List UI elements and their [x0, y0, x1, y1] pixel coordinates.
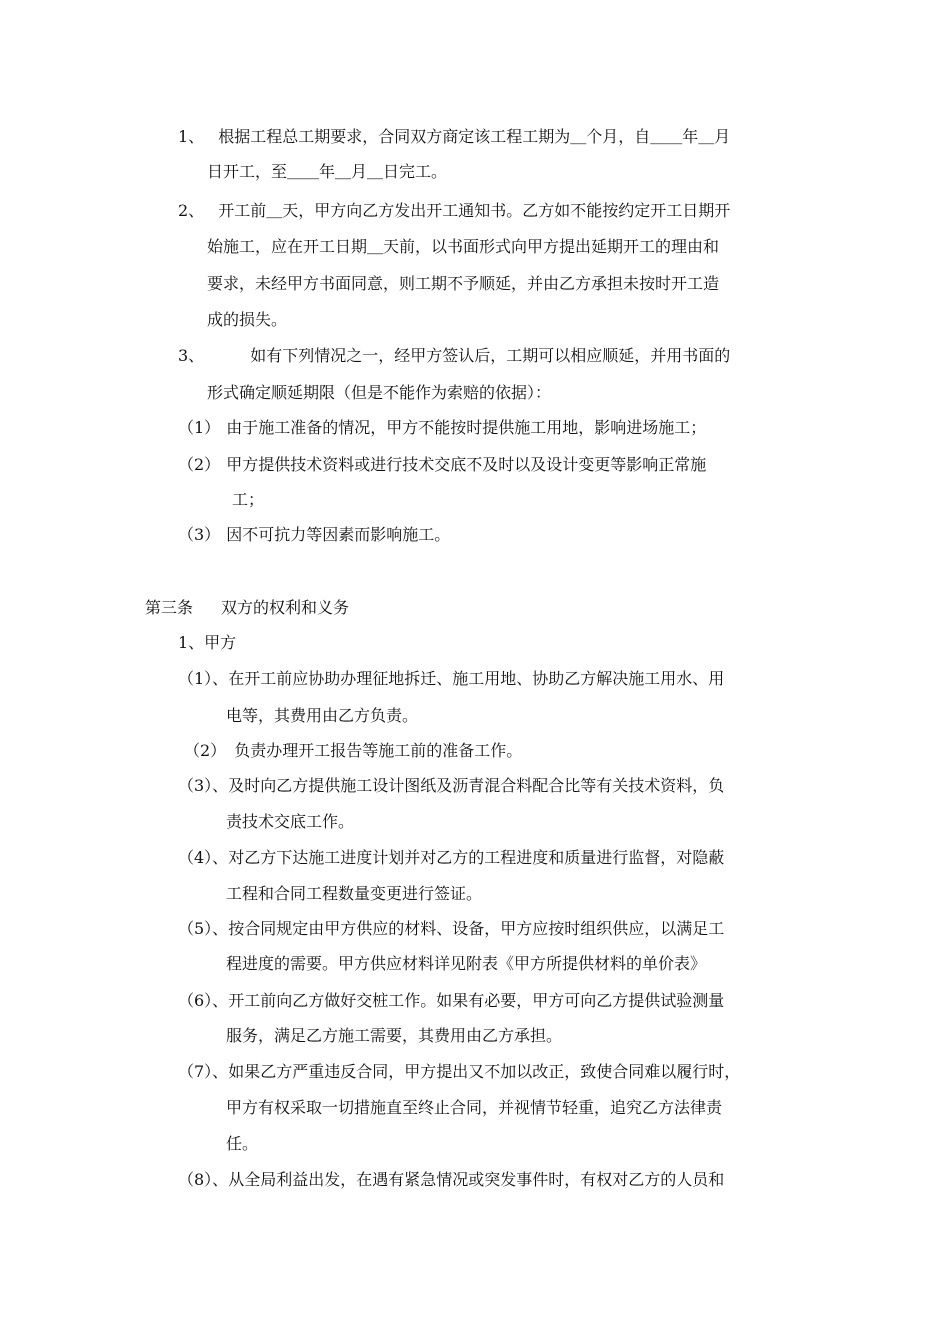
a-item7-line3: 任。: [226, 1134, 259, 1153]
item-number: （5）、: [178, 919, 229, 938]
item-text: 负责办理开工报告等施工前的准备工作。: [234, 741, 523, 760]
item-number: （1）、: [178, 669, 229, 688]
a-item2-line1: [184, 740, 522, 762]
item-text: 在开工前应协助办理征地拆迁、施工用地、协助乙方解决施工用水、用: [228, 669, 725, 688]
item-text: 从全局利益出发，在遇有紧急情况或突发事件时，有权对乙方的人员和: [228, 1170, 725, 1189]
item-text: 开工前＿天，甲方向乙方发出开工通知书。乙方如不能按约定开工日期开: [218, 201, 731, 220]
sub-text: 甲方提供技术资料或进行技术交底不及时以及设计变更等影响正常施: [226, 455, 707, 474]
item-number: 2、: [178, 201, 205, 220]
item2-line2: 始施工，应在开工日期＿天前，以书面形式向甲方提出延期开工的理由和: [207, 237, 720, 256]
party-a-heading: 1、甲方: [178, 633, 237, 652]
item-number: （4）、: [178, 848, 229, 867]
item1-line1: [178, 126, 730, 148]
sub-number: （3）: [178, 525, 221, 544]
clause-number: 第三条: [145, 598, 194, 617]
a-item1-line2: 电等，其费用由乙方负责。: [226, 706, 419, 725]
a-item7-line1: [178, 1061, 740, 1083]
clause-title: 双方的权利和义务: [221, 598, 350, 617]
item3-line1: [178, 345, 730, 367]
item3-line2: 形式确定顺延期限（但是不能作为索赔的依据）：: [207, 383, 552, 402]
sub3-line1: [178, 524, 450, 546]
a-item6-line2: 服务，满足乙方施工需要，其费用由乙方承担。: [226, 1026, 563, 1045]
item-number: （8）、: [178, 1170, 229, 1189]
item2-line1: [178, 200, 730, 222]
item-text: 如有下列情况之一，经甲方签认后，工期可以相应顺延，并用书面的: [250, 346, 731, 365]
a-item8-line1: [178, 1169, 724, 1191]
item1-line2: 日开工，至＿＿年＿月＿日完工。: [207, 162, 448, 181]
item-number: 1、: [178, 127, 205, 146]
a-item5-line2: 程进度的需要。甲方供应材料详见附表《甲方所提供材料的单价表》: [226, 954, 707, 973]
sub-number: （1）: [178, 418, 221, 437]
item2-line3: 要求，未经甲方书面同意，则工期不予顺延，并由乙方承担未按时开工造: [207, 274, 720, 293]
item-number: 3、: [178, 346, 205, 365]
sub2-line2: 工；: [232, 490, 265, 509]
item-text: 对乙方下达施工进度计划并对乙方的工程进度和质量进行监督，对隐蔽: [228, 848, 725, 867]
item-text: 及时向乙方提供施工设计图纸及沥青混合料配合比等有关技术资料，负: [228, 776, 725, 795]
sub-text: 因不可抗力等因素而影响施工。: [226, 525, 451, 544]
item-number: （7）、: [178, 1062, 229, 1081]
item-number: （3）、: [178, 776, 229, 795]
sub-number: （2）: [178, 455, 221, 474]
item-text: 按合同规定由甲方供应的材料、设备，甲方应按时组织供应，以满足工: [228, 919, 725, 938]
item-number: （6）、: [178, 991, 229, 1010]
clause-heading: [145, 597, 349, 619]
item-text: 如果乙方严重违反合同，甲方提出又不加以改正，致使合同难以履行时，: [228, 1062, 741, 1081]
item2-line4: 成的损失。: [207, 310, 288, 329]
sub-text: 由于施工准备的情况，甲方不能按时提供施工用地，影响进场施工；: [226, 418, 707, 437]
item-number: （2）: [184, 741, 227, 760]
a-item3-line1: [178, 775, 724, 797]
sub1-line1: [178, 417, 706, 439]
a-item4-line1: [178, 847, 724, 869]
sub2-line1: [178, 454, 706, 476]
a-item7-line2: 甲方有权采取一切措施直至终止合同，并视情节轻重，追究乙方法律责: [226, 1098, 723, 1117]
a-item5-line1: [178, 918, 724, 940]
item-text: 根据工程总工期要求，合同双方商定该工程工期为＿个月，自＿＿年＿月: [218, 127, 731, 146]
a-item4-line2: 工程和合同工程数量变更进行签证。: [226, 884, 483, 903]
a-item6-line1: [178, 990, 724, 1012]
a-item1-line1: [178, 668, 724, 690]
a-item3-line2: 责技术交底工作。: [226, 812, 355, 831]
item-text: 开工前向乙方做好交桩工作。如果有必要，甲方可向乙方提供试验测量: [228, 991, 725, 1010]
